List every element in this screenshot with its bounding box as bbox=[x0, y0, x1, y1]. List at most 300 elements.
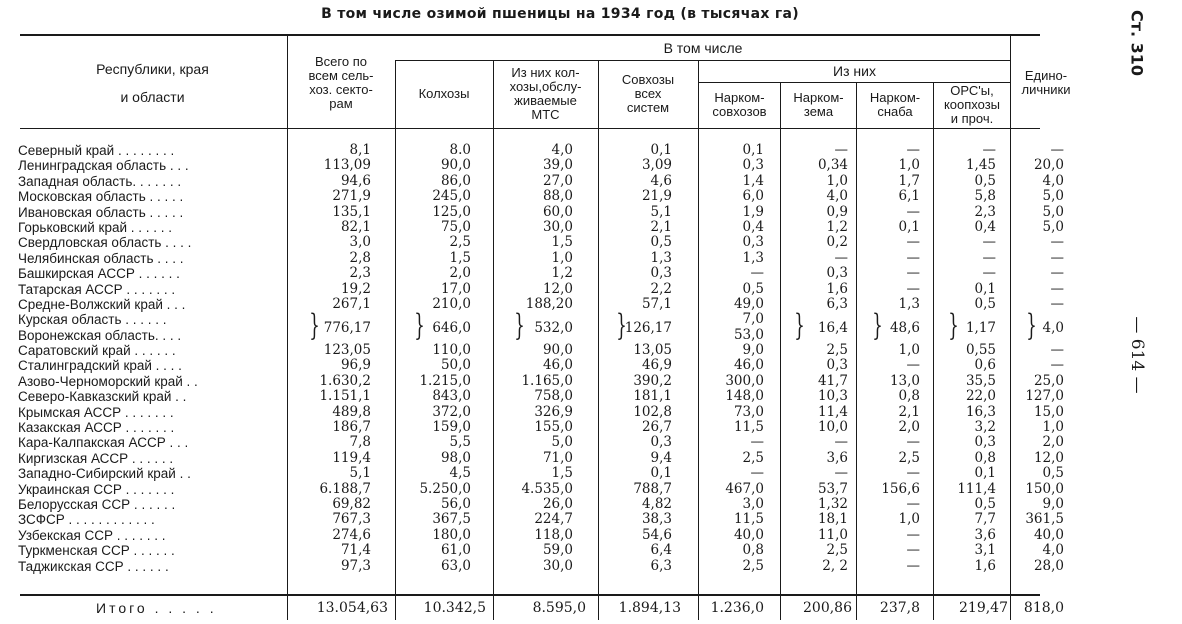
table-row bbox=[16, 403, 1064, 420]
table-row bbox=[16, 203, 1064, 220]
cell-value: 19,2 bbox=[340, 280, 371, 297]
cell-value: 148,0 bbox=[725, 388, 764, 405]
table-row bbox=[16, 449, 1064, 466]
cell-value: 28,0 bbox=[1033, 557, 1064, 574]
total-value: 200,86 bbox=[803, 600, 852, 616]
table-row bbox=[16, 372, 1064, 389]
table-row bbox=[16, 312, 1036, 327]
cell-value: 0,2 bbox=[826, 234, 848, 251]
cell-value: 5.250,0 bbox=[419, 480, 471, 497]
region-name: Свердловская область . . . . bbox=[18, 235, 192, 251]
header-of-them: Из них bbox=[833, 63, 876, 79]
cell-value: 97,3 bbox=[340, 557, 371, 574]
cell-value: 1,4 bbox=[742, 172, 764, 189]
region-name: Ленинградская область . . . bbox=[18, 158, 189, 174]
cell-value: 8,1 bbox=[349, 142, 371, 158]
cell-value: 0,5 bbox=[974, 495, 996, 512]
total-value: 1.236,0 bbox=[710, 600, 764, 616]
cell-value: 0,8 bbox=[742, 542, 764, 559]
cell-value: 35,5 bbox=[965, 372, 996, 389]
cell-value: 1,45 bbox=[965, 157, 996, 174]
region-name: Северный край . . . . . . . . bbox=[18, 143, 175, 158]
cell-value: 390,2 bbox=[633, 372, 672, 389]
region-name: Крымская АССР . . . . . . . bbox=[18, 404, 174, 420]
table-row bbox=[16, 218, 1064, 235]
cell-value: 3,1 bbox=[974, 542, 996, 559]
brace-glyph: } bbox=[414, 308, 425, 344]
cell-value: 2,3 bbox=[349, 265, 371, 282]
cell-value: 0,1 bbox=[650, 142, 672, 158]
cell-value: — bbox=[834, 465, 848, 482]
cell-value: 18,1 bbox=[817, 511, 848, 528]
cell-value: — bbox=[1050, 295, 1064, 312]
cell-value: 3,2 bbox=[974, 419, 996, 436]
cell-value: 26,7 bbox=[641, 419, 672, 436]
cell-value: 361,5 bbox=[1025, 511, 1064, 528]
cell-value: 125,0 bbox=[432, 203, 471, 220]
table-row bbox=[16, 357, 1064, 374]
cell-value: 16,3 bbox=[965, 403, 996, 420]
cell-value: 6,1 bbox=[898, 188, 920, 205]
cell-value: — bbox=[1050, 234, 1064, 251]
total-value: 1.894,13 bbox=[618, 600, 681, 616]
region-name: Горьковский край . . . . . . bbox=[18, 219, 173, 235]
cell-value: 326,9 bbox=[534, 403, 573, 420]
table-title: В том числе озимой пшеницы на 1934 год (в тысячах га) bbox=[321, 6, 799, 22]
cell-value: 25,0 bbox=[1033, 372, 1064, 389]
cell-value: 11,4 bbox=[817, 403, 848, 420]
table-row bbox=[16, 511, 1064, 528]
cell-value: 767,3 bbox=[332, 511, 371, 528]
table-body bbox=[16, 142, 1064, 574]
cell-value: 4,0 bbox=[826, 188, 848, 205]
table-row bbox=[16, 172, 1064, 189]
brace-glyph: } bbox=[309, 308, 320, 344]
brace-glyph: } bbox=[1026, 308, 1037, 344]
header-ors: ОРС'ы, коопхозы и проч. bbox=[943, 83, 1001, 126]
brace-glyph: } bbox=[948, 308, 959, 344]
cell-value: 4,82 bbox=[641, 495, 672, 512]
top-rule bbox=[20, 34, 1040, 36]
cell-value: 7,0 bbox=[742, 311, 764, 328]
cell-value: 788,7 bbox=[633, 480, 672, 497]
header-total-all: Всего по всем сель- хоз. секто- рам bbox=[308, 54, 374, 111]
cell-value: — bbox=[1050, 357, 1064, 374]
cell-value: 73,0 bbox=[733, 403, 764, 420]
cell-value: 38,3 bbox=[641, 511, 672, 528]
cell-value: 0,8 bbox=[898, 388, 920, 405]
cell-value: 0,3 bbox=[650, 434, 672, 451]
cell-value: 2,5 bbox=[742, 557, 764, 574]
cell-value: 127,0 bbox=[1025, 388, 1064, 405]
brace-glyph: } bbox=[616, 308, 627, 344]
cell-value: — bbox=[982, 234, 996, 251]
table-row bbox=[16, 434, 1064, 451]
total-value: 219,47 bbox=[959, 600, 1008, 616]
cell-value: 0,5 bbox=[974, 172, 996, 189]
cell-value: 56,0 bbox=[440, 495, 471, 512]
cell-value: 6,0 bbox=[742, 188, 764, 205]
cell-value: 2,0 bbox=[449, 265, 471, 282]
table-row bbox=[16, 234, 1064, 251]
cell-value: 1.215,0 bbox=[419, 372, 471, 389]
cell-value: 82,1 bbox=[340, 218, 371, 235]
table-row bbox=[16, 157, 1064, 174]
cell-value: 5,0 bbox=[1042, 188, 1064, 205]
brace-glyph: } bbox=[872, 308, 883, 344]
cell-value: 21,9 bbox=[641, 188, 672, 205]
cell-value: 96,9 bbox=[340, 357, 371, 374]
total-value: 10.342,5 bbox=[423, 600, 486, 616]
cell-value: 367,5 bbox=[432, 511, 471, 528]
cell-value: 4,6 bbox=[650, 172, 672, 189]
cell-value: 22,0 bbox=[965, 388, 996, 405]
header-narkomzema: Нарком- зема bbox=[793, 90, 844, 119]
region-name: Украинская ССР . . . . . . . bbox=[18, 481, 175, 497]
table-row bbox=[16, 342, 1064, 359]
cell-value: 4,0 bbox=[1042, 542, 1064, 559]
header-narkomsovkhozov: Нарком- совхозов bbox=[712, 90, 767, 119]
table-row bbox=[16, 142, 1064, 158]
cell-value: 1,2 bbox=[551, 265, 573, 282]
cell-value: 1,5 bbox=[551, 234, 573, 251]
cell-value: 1,5 bbox=[449, 249, 471, 266]
cell-value: 843,0 bbox=[432, 388, 471, 405]
cell-value: 245,0 bbox=[432, 188, 471, 205]
cell-value: 2, 2 bbox=[822, 557, 848, 574]
region-name: Татарская АССР . . . . . . . bbox=[18, 281, 176, 297]
region-name: Киргизская АССР . . . . . . bbox=[18, 450, 174, 466]
cell-value: 63,0 bbox=[440, 557, 471, 574]
cell-value: 17,0 bbox=[440, 280, 471, 297]
cell-value: — bbox=[750, 265, 764, 282]
header-including: В том числе bbox=[663, 40, 743, 56]
cell-value: — bbox=[1050, 249, 1064, 266]
table-row bbox=[16, 465, 1064, 482]
cell-value: 61,0 bbox=[440, 542, 471, 559]
cell-value: 9,4 bbox=[650, 449, 672, 466]
brace-glyph: } bbox=[514, 308, 525, 344]
header-individual: Едино- личники bbox=[1021, 68, 1071, 97]
total-value: 818,0 bbox=[1023, 600, 1064, 616]
cell-value: 6,4 bbox=[650, 542, 672, 559]
cell-value: 4,0 bbox=[1042, 172, 1064, 189]
cell-value: 0,3 bbox=[742, 157, 764, 174]
cell-value: 12,0 bbox=[542, 280, 573, 297]
cell-value: — bbox=[906, 557, 920, 574]
cell-value: 0,55 bbox=[965, 342, 996, 359]
cell-value: 2,8 bbox=[349, 249, 371, 266]
region-name: Узбекская ССР . . . . . . . bbox=[18, 527, 166, 543]
cell-value: — bbox=[906, 542, 920, 559]
cell-value: 155,0 bbox=[534, 419, 573, 436]
cell-value: 0,8 bbox=[974, 449, 996, 466]
region-name: Таджикская ССР . . . . . . bbox=[18, 558, 169, 574]
cell-value: 60,0 bbox=[542, 203, 573, 220]
cell-value: 118,0 bbox=[534, 526, 573, 543]
cell-value: 758,0 bbox=[534, 388, 573, 405]
cell-value: — bbox=[906, 465, 920, 482]
cell-value: 300,0 bbox=[725, 372, 764, 389]
cell-value: 1,0 bbox=[898, 342, 920, 359]
cell-value: 11,5 bbox=[733, 511, 764, 528]
cell-value: 1,0 bbox=[898, 511, 920, 528]
cell-value: 210,0 bbox=[432, 295, 471, 312]
cell-value: 181,1 bbox=[633, 388, 672, 405]
header-sovkhozy: Совхозы всех систем bbox=[621, 72, 675, 115]
cell-value: — bbox=[906, 434, 920, 451]
cell-value: 50,0 bbox=[440, 357, 471, 374]
table-row bbox=[16, 328, 1036, 343]
cell-value: 0,1 bbox=[974, 280, 996, 297]
cell-value: 5,8 bbox=[974, 188, 996, 205]
cell-value: 0,3 bbox=[826, 357, 848, 374]
cell-value: 1,0 bbox=[898, 157, 920, 174]
table-row bbox=[16, 280, 1064, 297]
page-number-text: — 614 — bbox=[1127, 316, 1147, 394]
cell-value: 102,8 bbox=[633, 403, 672, 420]
cell-value: 1,0 bbox=[551, 249, 573, 266]
cell-value: 8.0 bbox=[449, 142, 471, 158]
cell-value: 0,1 bbox=[898, 218, 920, 235]
cell-value: 1.151,1 bbox=[319, 388, 371, 405]
cell-value: 46,0 bbox=[733, 357, 764, 374]
region-name: Западная область. . . . . . . bbox=[18, 173, 182, 189]
cell-value: 41,7 bbox=[817, 372, 848, 389]
cell-value: — bbox=[1050, 142, 1064, 158]
cell-value: 7,8 bbox=[349, 434, 371, 451]
cell-value: 6,3 bbox=[826, 295, 848, 312]
cell-value: 54,6 bbox=[641, 526, 672, 543]
cell-value: 40,0 bbox=[1033, 526, 1064, 543]
table-row bbox=[16, 388, 1064, 405]
cell-value: 2,5 bbox=[742, 449, 764, 466]
cell-value: 88,0 bbox=[542, 188, 573, 205]
total-row bbox=[16, 600, 1064, 620]
cell-value: 1.630,2 bbox=[319, 372, 371, 389]
cell-value: 113,09 bbox=[323, 157, 371, 174]
cell-value: 1,3 bbox=[742, 249, 764, 266]
cell-value: 6,3 bbox=[650, 557, 672, 574]
region-name: Средне-Волжский край . . . bbox=[18, 296, 186, 312]
cell-value: 180,0 bbox=[432, 526, 471, 543]
cell-value: — bbox=[906, 280, 920, 297]
cell-value: 57,1 bbox=[641, 295, 672, 312]
region-name: Белорусская ССР . . . . . . bbox=[18, 496, 176, 512]
brace-glyph: } bbox=[794, 308, 805, 344]
cell-value: 1,6 bbox=[826, 280, 848, 297]
region-name: Воронежская область. . . . bbox=[18, 327, 182, 343]
cell-value: 13,05 bbox=[633, 342, 672, 359]
cell-value: 110,0 bbox=[432, 342, 471, 359]
cell-value: 46,9 bbox=[641, 357, 672, 374]
cell-value: 186,7 bbox=[332, 419, 371, 436]
cell-value: 2,5 bbox=[826, 342, 848, 359]
cell-value: 467,0 bbox=[725, 480, 764, 497]
cell-value: 5,5 bbox=[449, 434, 471, 451]
cell-value: 4.535,0 bbox=[521, 480, 573, 497]
cell-value: 1,32 bbox=[817, 495, 848, 512]
table-row bbox=[16, 249, 1064, 266]
cell-value: 0,6 bbox=[974, 357, 996, 374]
merged-cell-value: 1,17 bbox=[965, 320, 996, 337]
cell-value: 3,6 bbox=[974, 526, 996, 543]
cell-value: — bbox=[906, 142, 920, 158]
cell-value: 274,6 bbox=[332, 526, 371, 543]
cell-value: 10,3 bbox=[817, 388, 848, 405]
cell-value: 1,3 bbox=[650, 249, 672, 266]
region-name: Башкирская АССР . . . . . . bbox=[18, 266, 180, 282]
region-name: Казакская АССР . . . . . . . bbox=[18, 420, 175, 436]
cell-value: 0,1 bbox=[742, 142, 764, 158]
cell-value: 3,0 bbox=[349, 234, 371, 251]
cell-value: 53,0 bbox=[733, 326, 764, 343]
cell-value: 267,1 bbox=[332, 295, 371, 312]
cell-value: 1,6 bbox=[974, 557, 996, 574]
cell-value: 0,3 bbox=[650, 265, 672, 282]
cell-value: 46,0 bbox=[542, 357, 573, 374]
cell-value: 159,0 bbox=[432, 419, 471, 436]
cell-value: — bbox=[1050, 342, 1064, 359]
table-row bbox=[16, 526, 1064, 543]
table-row bbox=[16, 542, 1064, 559]
cell-value: — bbox=[1050, 280, 1064, 297]
cell-value: 75,0 bbox=[440, 218, 471, 235]
cell-value: 150,0 bbox=[1025, 480, 1064, 497]
cell-value: 0,1 bbox=[650, 465, 672, 482]
region-name: Челябинская область . . . . bbox=[18, 250, 184, 266]
cell-value: 2,1 bbox=[650, 218, 672, 235]
cell-value: — bbox=[982, 249, 996, 266]
cell-value: 0,1 bbox=[974, 465, 996, 482]
merged-cell-value: 532,0 bbox=[534, 320, 573, 337]
cell-value: 3,09 bbox=[641, 157, 672, 174]
header-region: Республики, края и области bbox=[96, 61, 209, 105]
cell-value: 3,0 bbox=[742, 495, 764, 512]
cell-value: 0,3 bbox=[742, 234, 764, 251]
region-name: Туркменская ССР . . . . . . bbox=[18, 543, 175, 559]
table-row bbox=[16, 557, 1064, 574]
cell-value: — bbox=[906, 234, 920, 251]
cell-value: 15,0 bbox=[1033, 403, 1064, 420]
cell-value: — bbox=[982, 265, 996, 282]
cell-value: 86,0 bbox=[440, 172, 471, 189]
cell-value: 98,0 bbox=[440, 449, 471, 466]
total-label: Итого . . . . . bbox=[96, 600, 217, 616]
cell-value: 0,5 bbox=[650, 234, 672, 251]
cell-value: 6.188,7 bbox=[319, 480, 371, 497]
cell-value: 2,2 bbox=[650, 280, 672, 297]
cell-value: 39,0 bbox=[542, 157, 573, 174]
table-row bbox=[16, 265, 1064, 282]
cell-value: 0,9 bbox=[826, 203, 848, 220]
region-name: Саратовский край . . . . . . bbox=[18, 343, 176, 359]
cell-value: 1,7 bbox=[898, 172, 920, 189]
cell-value: 111,4 bbox=[957, 480, 996, 497]
cell-value: 40,0 bbox=[733, 526, 764, 543]
cell-value: 1,9 bbox=[742, 203, 764, 220]
cell-value: 2,0 bbox=[898, 419, 920, 436]
merged-cell-value: 126,17 bbox=[624, 320, 672, 337]
cell-value: 2,0 bbox=[1042, 434, 1064, 451]
cell-value: 9,0 bbox=[742, 342, 764, 359]
cell-value: — bbox=[906, 357, 920, 374]
cell-value: 27,0 bbox=[542, 172, 573, 189]
cell-value: — bbox=[834, 434, 848, 451]
cell-value: 4,0 bbox=[551, 142, 573, 158]
cell-value: 156,6 bbox=[881, 480, 920, 497]
cell-value: 489,8 bbox=[332, 403, 371, 420]
cell-value: 5,0 bbox=[1042, 203, 1064, 220]
cell-value: 5,1 bbox=[650, 203, 672, 220]
cell-value: 13,0 bbox=[889, 372, 920, 389]
table-row bbox=[16, 295, 1064, 312]
table-row bbox=[16, 495, 1064, 512]
cell-value: 5,0 bbox=[1042, 218, 1064, 235]
cell-value: 0,5 bbox=[974, 295, 996, 312]
cell-value: 90,0 bbox=[542, 342, 573, 359]
cell-value: 9,0 bbox=[1042, 495, 1064, 512]
total-value: 13.054,63 bbox=[316, 600, 388, 616]
cell-value: 69,82 bbox=[332, 495, 371, 512]
cell-value: 10,0 bbox=[817, 419, 848, 436]
cell-value: — bbox=[906, 265, 920, 282]
table-row bbox=[16, 419, 1064, 436]
merged-cell-value: 776,17 bbox=[323, 320, 371, 337]
cell-value: 2,1 bbox=[898, 403, 920, 420]
cell-value: 12,0 bbox=[1033, 449, 1064, 466]
cell-value: 49,0 bbox=[733, 295, 764, 312]
cell-value: 11,0 bbox=[817, 526, 848, 543]
region-name: Московская область . . . . . bbox=[18, 189, 184, 205]
cell-value: 119,4 bbox=[332, 449, 371, 466]
cell-value: 2,5 bbox=[826, 542, 848, 559]
cell-value: 20,0 bbox=[1033, 157, 1064, 174]
cell-value: 90,0 bbox=[440, 157, 471, 174]
cell-value: 1,2 bbox=[826, 218, 848, 235]
header-bottom-rule bbox=[20, 128, 1040, 129]
merged-cell-value: 646,0 bbox=[432, 320, 471, 337]
cell-value: 123,05 bbox=[323, 342, 371, 359]
region-name: Северо-Кавказский край . . bbox=[18, 389, 187, 405]
total-rule bbox=[20, 594, 1040, 596]
region-name: Ивановская область . . . . . bbox=[18, 204, 184, 220]
cell-value: 3,6 bbox=[826, 449, 848, 466]
cell-value: — bbox=[906, 203, 920, 220]
cell-value: 26,0 bbox=[542, 495, 573, 512]
region-name: ЗСФСР . . . . . . . . . . . . bbox=[18, 512, 155, 528]
cell-value: 0,4 bbox=[742, 218, 764, 235]
cell-value: 0,5 bbox=[1042, 465, 1064, 482]
header-narkomsnaba: Нарком- снаба bbox=[869, 90, 921, 119]
cell-value: 1,0 bbox=[1042, 419, 1064, 436]
cell-value: 372,0 bbox=[432, 403, 471, 420]
region-name: Курская область . . . . . . bbox=[18, 312, 167, 328]
cell-value: 224,7 bbox=[534, 511, 573, 528]
cell-value: 188,20 bbox=[525, 295, 573, 312]
cell-value: 0,4 bbox=[974, 218, 996, 235]
side-label bbox=[1122, 8, 1152, 78]
cell-value: 71,4 bbox=[340, 542, 371, 559]
cell-value: 1,0 bbox=[826, 172, 848, 189]
region-name: Азово-Черноморский край . . bbox=[18, 373, 198, 389]
cell-value: 59,0 bbox=[542, 542, 573, 559]
cell-value: 11,5 bbox=[733, 419, 764, 436]
side-label-text: Ст. 310 bbox=[1127, 9, 1147, 77]
cell-value: 135,1 bbox=[332, 203, 371, 220]
cell-value: 30,0 bbox=[542, 557, 573, 574]
cell-value: 7,7 bbox=[974, 511, 996, 528]
